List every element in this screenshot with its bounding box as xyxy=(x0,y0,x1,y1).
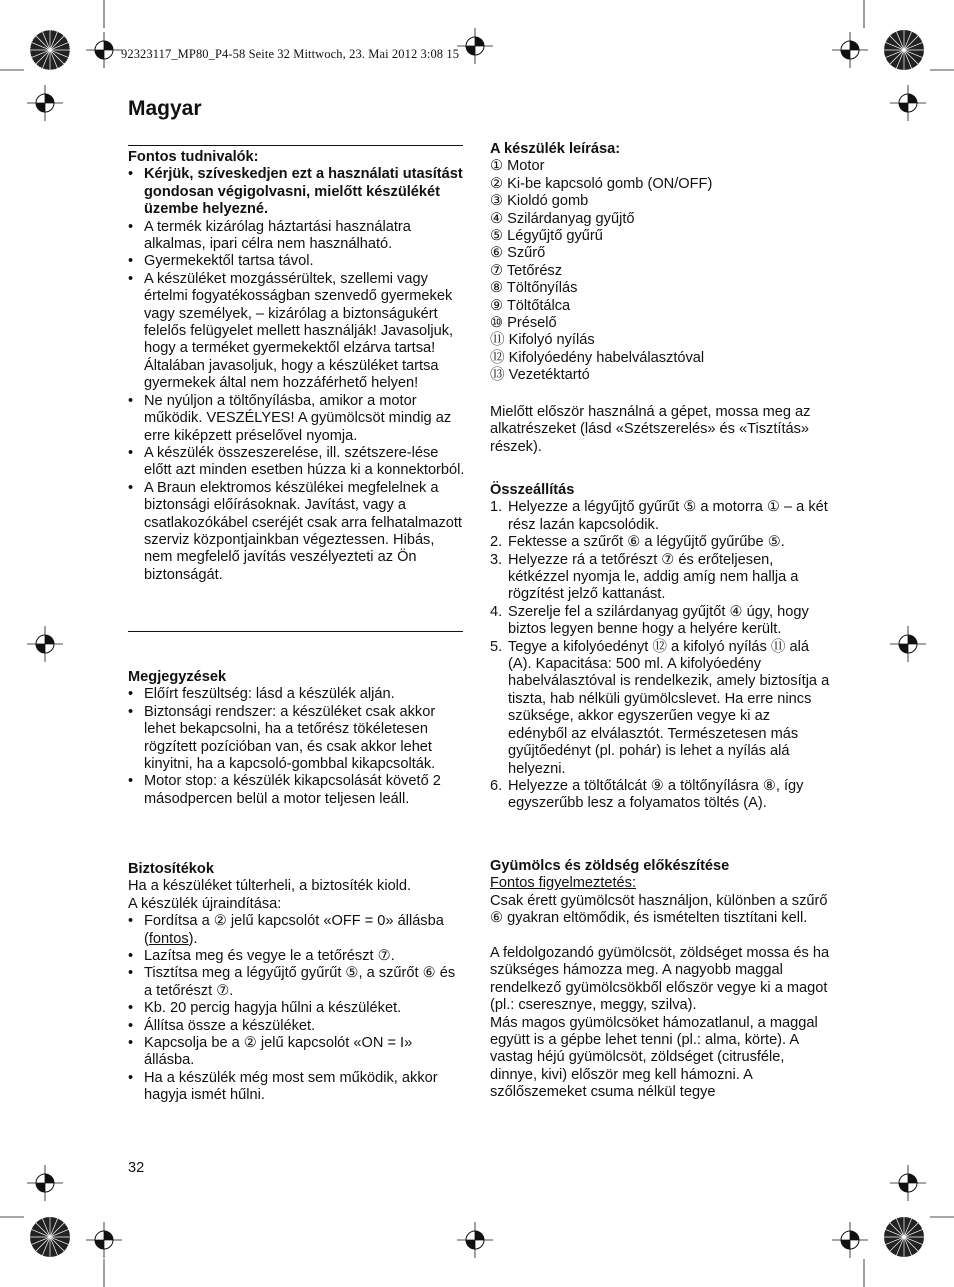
part-item: ⑩ Préselő xyxy=(490,315,557,332)
list-item: • Fordítsa a ② jelű kapcsolót «OFF = 0» állásba (fontos). xyxy=(128,913,444,947)
part-item: ⑫ Kifolyóedény habelválasztóval xyxy=(490,349,705,366)
fuses-intro: A készülék újraindítása: xyxy=(128,895,282,912)
part-item: ② Ki-be kapcsoló gomb (ON/OFF) xyxy=(490,175,713,192)
important-heading: Fontos tudnivalók: xyxy=(128,149,259,165)
part-item: ③ Kioldó gomb xyxy=(490,193,589,210)
notes-heading: Megjegyzések xyxy=(128,669,227,685)
list-item: • A készüléket mozgássérültek, szellemi vagy értelmi fogyatékosságban szenvedő gyermekek vagy személyek, – kizárólag a biztonságukért felelős felügyelet mellett használják! Javasoljuk, hogy a terméket gyermekektől elzárva tartsa! Általában javasoljuk, hogy a készüléket tartsa gyermekek által nem hozzáférhető helyen! xyxy=(128,270,454,392)
rule-top-left xyxy=(128,145,463,146)
part-item: ⑪ Kifolyó nyílás xyxy=(490,332,595,349)
fontos-link[interactable]: fontos xyxy=(148,930,189,947)
list-item: • Állítsa össze a készüléket. xyxy=(128,1017,316,1034)
fuses-heading: Biztosítékok xyxy=(128,861,214,877)
fuses-intro: Ha a készüléket túlterheli, a biztosíték kiold. xyxy=(128,878,412,895)
list-item: • A Braun elektromos készülékei megfelelnek a biztonsági előírásoknak. Javítást, vagy a csatlakozókábel cseréjét csak arra felhatalmazott szerviz központjainkban végeztessen. Hibás, nem megfelelő javítás veszélyezteti az Ön biztonságát. xyxy=(128,479,462,583)
right-column xyxy=(490,141,830,385)
part-item: ④ Szilárdanyag gyűjtő xyxy=(490,210,635,227)
assembly-step: 5. Tegye a kifolyóedényt ⑫ a kifolyó nyílás ⑪ alá (A). Kapacitása: 500 ml. A kifolyóedény habelválasztóval is rendelkezik, amely biztosítja a tiszta, hab nélküli gyümölcslevet. Ha erre nincs szüksége, akkor egyszerűen vegye ki az edényből az elválasztót. Természetesen más gyűjtőedényt (pl. pohár) is lehet a nyílás alá helyezni. xyxy=(490,638,830,777)
part-item: ⑤ Légyűjtő gyűrű xyxy=(490,228,603,245)
list-item: • Lazítsa meg és vegye le a tetőrészt ⑦. xyxy=(128,948,395,965)
notes-section xyxy=(128,669,466,808)
page-number: 32 xyxy=(128,1160,145,1176)
warning-text: Csak érett gyümölcsöt használjon, különben a szűrő ⑥ gyakran eltömődik, és ismételten tisztítani kell. xyxy=(490,892,828,927)
left-column xyxy=(128,149,466,584)
before-use-note: Mielőtt először használná a gépet, mossa meg az alkatrészeket (lásd «Szétszerelés» és «Tisztítás» részek). xyxy=(490,404,811,455)
list-item: • A termék kizárólag háztartási használatra alkalmas, ipari célra nem használható. xyxy=(128,218,411,253)
preparation-paragraph: Más magos gyümölcsöket hámozatlanul, a maggal együtt is a gépbe lehet tenni (pl.: alma, körte). A vastag héjú gyümölcsöt, zöldséget (citrusféle, dinnye, kivi) először meg kell hámozni. A szőlőszemeket csuma nélkül tegye xyxy=(490,1014,818,1101)
assembly-step: 3. Helyezze rá a tetőrészt ⑦ és erőteljesen, kétkézzel nyomja le, addig amíg nem hallja a rögzítést jelző kattanást. xyxy=(490,551,799,603)
assembly-step: 4. Szerelje fel a szilárdanyag gyűjtőt ④ úgy, hogy biztos legyen benne hogy a helyére került. xyxy=(490,603,809,638)
assembly-step: 6. Helyezze a töltőtálcát ⑨ a töltőnyílásra ⑧, így egyszerűbb lesz a folyamatos töltés (A). xyxy=(490,777,804,812)
page-title: Magyar xyxy=(128,97,202,120)
list-item: • Kb. 20 percig hagyja hűlni a készüléket. xyxy=(128,1000,402,1017)
preparation-paragraph: A feldolgozandó gyümölcsöt, zöldséget mossa és ha szükséges hámozza meg. A nagyobb maggal rendelkező gyümölcsökből először vegye ki a magot (pl.: cseresznye, meggy, szilva). xyxy=(490,945,830,1014)
assembly-step: 1. Helyezze a légyűjtő gyűrűt ⑤ a motorra ① – a két rész lazán kapcsolódik. xyxy=(490,499,828,533)
part-item: ⑨ Töltőtálca xyxy=(490,297,571,314)
part-item: ① Motor xyxy=(490,158,545,175)
list-item: • Motor stop: a készülék kikapcsolását követő 2 másodpercen belül a motor teljesen leáll. xyxy=(128,773,441,807)
description-heading: A készülék leírása: xyxy=(490,141,621,157)
assembly-heading: Összeállítás xyxy=(490,482,575,498)
print-slug: 92323117_MP80_P4-58 Seite 32 Mittwoch, 23. Mai 2012 3:08 15 xyxy=(121,47,460,61)
list-item: • Tisztítsa meg a légyűjtő gyűrűt ⑤, a szűrőt ⑥ és a tetőrészt ⑦. xyxy=(128,965,456,999)
list-item: • Ha a készülék még most sem működik, akkor hagyja ismét hűlni. xyxy=(128,1069,438,1104)
list-item: • A készülék összeszerelése, ill. szétszere-lése előtt azt minden esetben húzza ki a konnektorból. xyxy=(128,444,465,479)
list-item: • Előírt feszültség: lásd a készülék alján. xyxy=(128,686,395,703)
preparation-section xyxy=(490,858,830,1102)
part-item: ⑦ Tetőrész xyxy=(490,262,563,279)
fuses-section xyxy=(128,861,466,1105)
list-item: • Gyermekektől tartsa távol. xyxy=(128,253,314,270)
assembly-step: 2. Fektesse a szűrőt ⑥ a légyűjtő gyűrűbe ⑤. xyxy=(490,534,785,551)
list-item: • Kérjük, szíveskedjen ezt a használati utasítást gondosan végigolvasni, mielőtt készülékét üzembe helyezné. xyxy=(128,166,463,218)
warning-label: Fontos figyelmeztetés: xyxy=(490,875,637,892)
list-item: • Ne nyúljon a töltőnyílásba, amikor a motor működik. VESZÉLYES! A gyümölcsöt mindig az erre kiképzett préselővel nyomja. xyxy=(128,392,452,444)
part-item: ⑬ Vezetéktartó xyxy=(490,367,590,384)
rule-bottom-left xyxy=(128,631,463,632)
list-item: • Biztonsági rendszer: a készüléket csak akkor lehet bekapcsolni, ha a tetőrész tökéletesen rögzített pozícióban van, és csak akkor lehet kinyitni, ha a kapcsoló-gombbal kikapcsolták. xyxy=(128,703,436,773)
part-item: ⑧ Töltőnyílás xyxy=(490,280,578,297)
assembly-section xyxy=(490,482,830,813)
preparation-heading: Gyümölcs és zöldség előkészítése xyxy=(490,858,730,874)
list-item: • Kapcsolja be a ② jelű kapcsolót «ON = I» állásba. xyxy=(128,1035,413,1069)
part-item: ⑥ Szűrő xyxy=(490,245,546,262)
